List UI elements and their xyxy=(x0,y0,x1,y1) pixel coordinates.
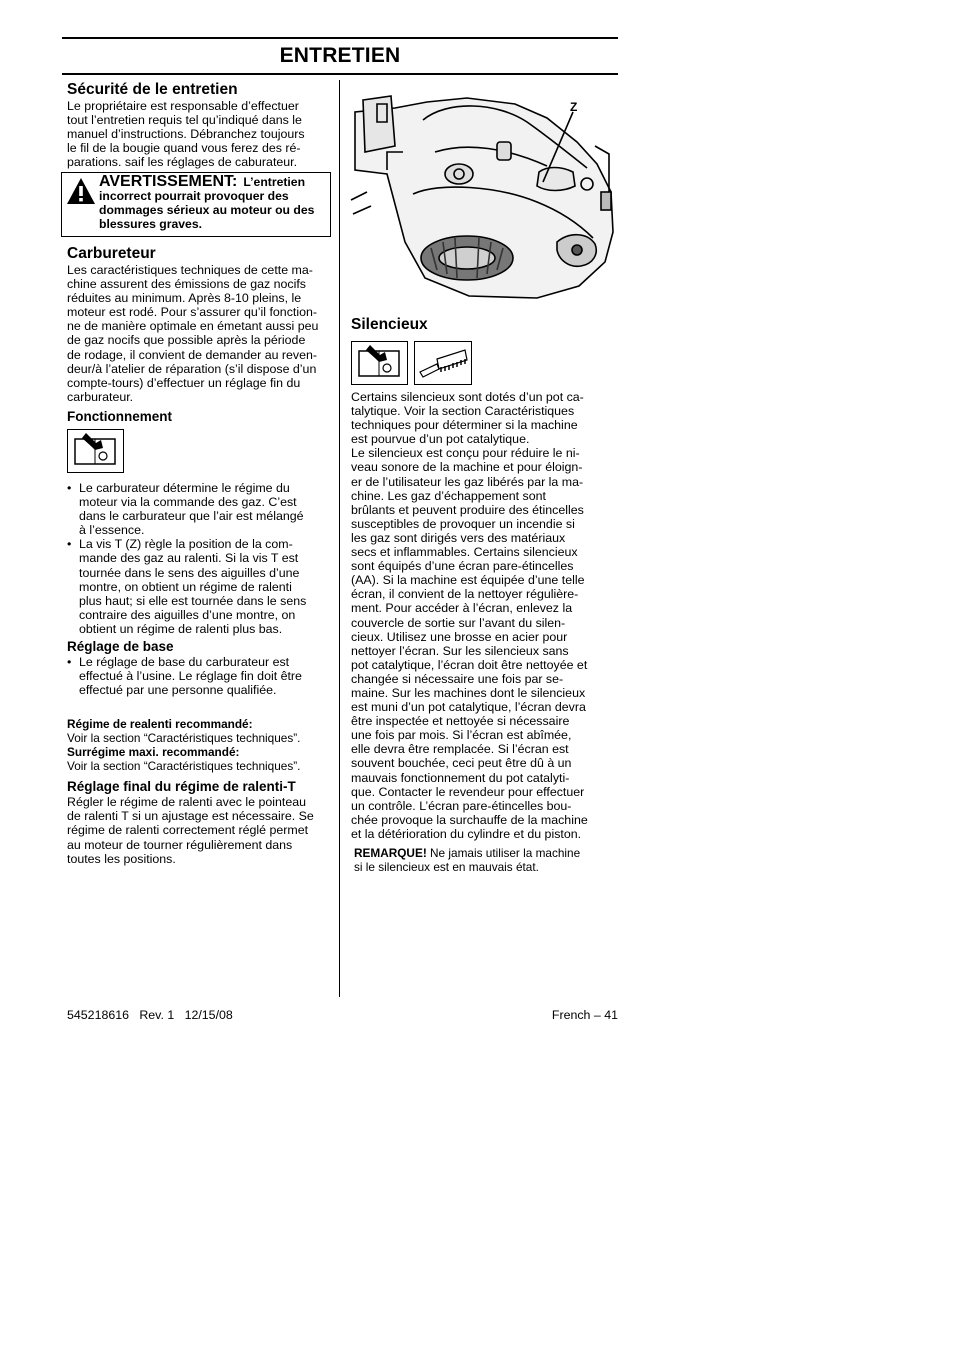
carburetor-line: ne de manière optimale en émetant aussi peu xyxy=(67,319,319,334)
bullet-line: dans le carburateur que l’air est mélangé xyxy=(79,509,304,524)
muffler-note xyxy=(351,846,611,874)
wire-brush-icon xyxy=(415,342,470,383)
muffler-line: maine. Sur les machines dont le silencieux xyxy=(351,685,586,700)
warning-line: L’entretien xyxy=(243,175,306,189)
muffler-line: er de l’utilisateur les gaz libérés par la ma- xyxy=(351,474,584,489)
carburetor-line: carburateur. xyxy=(67,389,134,404)
muffler-line: techniques pour déterminer si la machine xyxy=(351,418,578,433)
warning-triangle-icon xyxy=(66,177,96,205)
safety-heading: Sécurité de le entretien xyxy=(67,81,238,98)
muffler-line: susceptibles de provoquer un incendie si xyxy=(351,516,575,531)
manual-read-icon xyxy=(67,429,124,473)
bullet-line: effectué à l’usine. Le réglage fin doit être xyxy=(79,669,302,684)
muffler-line: être inspectée et nettoyée si nécessaire xyxy=(351,714,570,729)
doc-reference: 545218616 Rev. 1 12/15/08 xyxy=(67,1008,233,1022)
carburetor-line: moteur est rodé. Pour s’assurer qu’il fonction- xyxy=(67,305,317,320)
muffler-line: mauvais fonctionnement du pot catalyti- xyxy=(351,770,570,785)
muffler-line: chée provoque la surchauffe de la machine xyxy=(351,812,588,827)
note-text: Ne jamais utiliser la machine xyxy=(426,846,581,860)
muffler-line: une fois par mois. Si l’écran est abîmée, xyxy=(351,728,572,743)
book-hand-icon xyxy=(68,430,122,471)
final-line: de ralenti T si un ajustage est nécessaire. Se xyxy=(67,809,314,824)
bullet-line: moteur via la commande des gaz. C’est xyxy=(79,495,297,510)
final-line: au moteur de tourner régulièrement dans xyxy=(67,837,293,852)
muffler-line: sont équipés d’une écran pare-étincelles xyxy=(351,559,574,574)
muffler-line: secs et inflammables. Certains silencieux xyxy=(351,545,578,560)
warning-line: blessures graves. xyxy=(99,217,202,231)
book-hand-icon xyxy=(352,342,406,383)
warning-title: AVERTISSEMENT: xyxy=(99,173,238,190)
final-line: Régler le régime de ralenti avec le pointeau xyxy=(67,795,307,810)
final-line: toutes les positions. xyxy=(67,851,176,866)
bullet-line: plus haut; si elle est tournée dans le sens xyxy=(79,593,307,608)
page-title: ENTRETIEN xyxy=(279,44,401,67)
bullet-line: à l’essence. xyxy=(79,523,145,538)
safety-line: tout l’entretien requis tel qu’indiqué dans le xyxy=(67,113,302,128)
warning-line: dommages sérieux au moteur ou des xyxy=(99,203,315,217)
bullet-line: obtient un régime de ralenti plus bas. xyxy=(79,621,283,636)
muffler-line: veau sonore de la machine et pour éloign- xyxy=(351,460,583,475)
muffler-line: elle devra être remplacée. Si l’écran est xyxy=(351,742,569,757)
wire-brush-icon-box xyxy=(414,341,472,385)
engine-illustration xyxy=(347,82,615,308)
page-number: French – 41 xyxy=(551,1008,618,1022)
muffler-line: (AA). Si la machine est équipée d’une telle xyxy=(351,573,585,588)
safety-line: parations. saif les réglages de caburateur. xyxy=(67,155,298,170)
page-title-bar xyxy=(62,37,618,75)
note-label: REMARQUE! xyxy=(354,846,427,860)
final-heading: Réglage final du régime de ralenti-T xyxy=(67,779,296,795)
bullet-line: • Le réglage de base du carburateur est xyxy=(79,654,290,669)
max-text: Voir la section “Caractéristiques techniques”. xyxy=(67,759,301,774)
operation-heading: Fonctionnement xyxy=(67,408,172,424)
muffler-line: ment. Pour accéder à l’écran, enlevez la xyxy=(351,601,573,616)
figure-label-z: Z xyxy=(570,100,578,114)
basic-bullets xyxy=(67,655,331,697)
carburetor-line: réduites au minimum. Après 8-10 pleins, le xyxy=(67,291,302,306)
left-column xyxy=(67,80,331,170)
muffler-line: pot catalytique, l’écran doit être nettoyée et xyxy=(351,657,588,672)
muffler-line: écran, il convient de la nettoyer régulière- xyxy=(351,587,579,602)
muffler-heading: Silencieux xyxy=(351,316,428,333)
operation-bullets xyxy=(67,481,331,636)
bullet-line: • La vis T (Z) règle la position de la com- xyxy=(79,537,293,552)
muffler-text xyxy=(351,390,611,841)
manual-read-icon xyxy=(351,341,408,385)
safety-line: le fil de la bougie quand vous ferez des ré- xyxy=(67,141,301,156)
warning-line: incorrect pourrait provoquer des xyxy=(99,189,289,203)
muffler-line: Certains silencieux sont dotés d’un pot ca- xyxy=(351,390,584,404)
muffler-line: souvent bouchée, ceci peut être dû à un xyxy=(351,756,572,771)
list-item xyxy=(67,655,331,697)
bullet-line: contraire des aiguilles d’une montre, on xyxy=(79,607,296,622)
muffler-line: chine. Les gaz d’échappement sont xyxy=(351,488,546,503)
carburetor-line: chine assurent des émissions de gaz nocifs xyxy=(67,277,306,292)
warning-box xyxy=(61,172,331,237)
muffler-line: talytique. Voir la section Caractéristiques xyxy=(351,404,575,419)
note-text-2: si le silencieux est en mauvais état. xyxy=(354,860,539,874)
warning-text xyxy=(99,175,329,231)
max-label: Surrégime maxi. recommandé: xyxy=(67,745,240,760)
carburetor-section xyxy=(67,245,331,866)
bullet-line: tournée dans le sens des aiguilles d’une xyxy=(79,565,300,580)
final-line: régime de ralenti correctement réglé permet xyxy=(67,823,309,838)
muffler-line: un contrôle. L’écran pare-étincelles bou- xyxy=(351,798,572,813)
safety-line: Le propriétaire est responsable d’effectuer xyxy=(67,99,299,113)
specs-block xyxy=(67,717,331,773)
list-item xyxy=(67,537,331,636)
safety-line: manuel d’instructions. Débranchez toujours xyxy=(67,127,305,142)
muffler-line: est pourvue d’un pot catalytique. xyxy=(351,432,530,447)
bullet-line: montre, on obtient un régime de ralenti xyxy=(79,579,292,594)
muffler-icons xyxy=(351,341,611,385)
idle-label: Régime de realenti recommandé: xyxy=(67,717,253,732)
carburetor-line: Les caractéristiques techniques de cette ma- xyxy=(67,263,313,277)
muffler-line: que. Contacter le revendeur pour effectuer xyxy=(351,784,585,799)
muffler-line: est muni d’un pot catalytique, l’écran devra xyxy=(351,700,586,715)
carburetor-line: de gaz nocifs que possible après la période xyxy=(67,333,306,348)
muffler-line: couvercle de sortie sur l’avant du silen- xyxy=(351,615,566,630)
bullet-line: effectué par une personne qualifiée. xyxy=(79,683,277,698)
carburetor-line: compte-tours) d’effectuer un réglage fin du xyxy=(67,375,301,390)
muffler-line: nettoyer l’écran. Sur les silencieux sans xyxy=(351,643,569,658)
muffler-line: brûlants et peuvent produire des étincelles xyxy=(351,502,584,517)
bullet-line: mande des gaz au ralenti. Si la vis T est xyxy=(79,551,299,566)
carburetor-line: de rodage, il convient de demander au reven- xyxy=(67,347,318,362)
bullet-line: • Le carburateur détermine le régime du xyxy=(79,480,290,495)
basic-heading: Réglage de base xyxy=(67,638,174,654)
muffler-line: cieux. Utilisez une brosse en acier pour xyxy=(351,629,568,644)
muffler-line: changée si nécessaire une fois par se- xyxy=(351,671,564,686)
muffler-section xyxy=(351,316,611,874)
carburetor-line: deur/à l’atelier de réparation (s’il dispose d’un xyxy=(67,361,317,376)
muffler-line: et la détérioration du cylindre et du piston. xyxy=(351,826,582,841)
muffler-line: Le silencieux est conçu pour réduire le ni- xyxy=(351,446,580,461)
carburetor-heading: Carbureteur xyxy=(67,245,156,262)
idle-text: Voir la section “Caractéristiques techniques”. xyxy=(67,731,301,746)
column-divider xyxy=(339,80,340,997)
list-item xyxy=(67,481,331,537)
safety-section xyxy=(67,81,331,170)
muffler-line: les gaz sont dirigés vers des matériaux xyxy=(351,530,566,545)
